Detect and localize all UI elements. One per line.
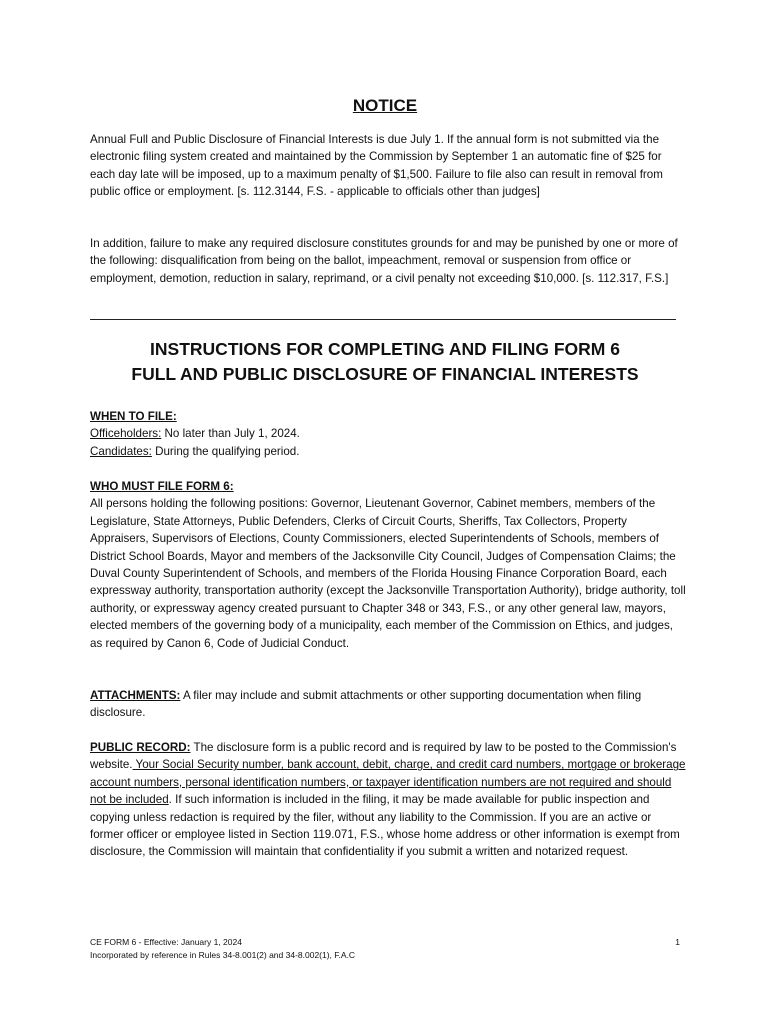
footer-form-effective: CE FORM 6 - Effective: January 1, 2024 [90, 937, 242, 947]
when-to-file-heading: WHEN TO FILE: [90, 410, 177, 423]
public-record-section [90, 739, 686, 861]
notice-title: NOTICE [352, 96, 418, 115]
who-must-file-text: All persons holding the following positions: Governor, Lieutenant Governor, Cabinet members, members of the Legislature, State Attorneys, Public Defenders, Clerks of Circuit Courts, Sheriffs, Tax Collectors, Property Appraisers, Supervisors of Elections, County Commissioners, elected Superintendents of Schools, members of District School Boards, Mayor and members of the Jacksonville City Council, Judges of Compensation Claims; the Duval County Superintendent of Schools, and members of the Florida Housing Finance Corporation Board, each expressway authority, transportation authority (except the Jacksonville Transportation Authority), bridge authority, toll authority, or expressway agency created pursuant to Chapter 348 or 343, F.S., or any other general law, mayors, elected members of the governing body of a municipality, each member of the Commission on Ethics, and judges, as required by Canon 6, Code of Judicial Conduct. [90, 497, 686, 650]
candidates-deadline: During the qualifying period. [151, 444, 300, 458]
when-to-file-section [90, 408, 686, 460]
public-record-warning: Your Social Security number, bank account, debit, charge, and credit card numbers, mortgage or brokerage account numbers, personal identification numbers, or taxpayer identification numbers are not required and should not be included [90, 758, 686, 807]
public-record-text-1: The disclosure form is a public record and is required by law to be posted to the Commission's website. [90, 741, 677, 772]
candidates-line [90, 443, 686, 460]
officeholders-line [90, 425, 686, 442]
officeholders-deadline: No later than July 1, 2024. [161, 427, 300, 441]
attachments-heading: ATTACHMENTS: [90, 689, 181, 702]
section-divider [90, 319, 676, 320]
page-footer [90, 936, 680, 962]
instructions-title-line-2: FULL AND PUBLIC DISCLOSURE OF FINANCIAL INTERESTS [131, 364, 639, 384]
candidates-label: Candidates: [90, 444, 152, 458]
who-must-file-section [90, 478, 686, 652]
public-record-text-2: . If such information is included in the filing, it may be made available for public inspection and copying unless redaction is required by the filer, without any liability to the Commission. If you are an active or former officer or employee listed in Section 119.071, F.S., whose home address or other information is exempt from disclosure, the Commission will maintain that confidentiality if you submit a written and notarized request. [90, 793, 680, 859]
officeholders-label: Officeholders: [90, 427, 162, 441]
attachments-section [90, 687, 686, 722]
instructions-title-line-1: INSTRUCTIONS FOR COMPLETING AND FILING FORM 6 [150, 339, 620, 359]
who-must-file-heading: WHO MUST FILE FORM 6: [90, 480, 234, 493]
notice-paragraph-1: Annual Full and Public Disclosure of Financial Interests is due July 1. If the annual form is not submitted via the electronic filing system created and maintained by the Commission by September 1 an automatic fine of $25 for each day late will be imposed, up to a maximum penalty of $1,500. Failure to file also can result in removal from public office or employment. [s. 112.3144, F.S. - applicable to officials other than judges] [90, 133, 663, 199]
footer-rules-reference: Incorporated by reference in Rules 34-8.001(2) and 34-8.002(1), F.A.C [90, 950, 356, 960]
notice-paragraph-2: In addition, failure to make any required disclosure constitutes grounds for and may be punished by one or more of the following: disqualification from being on the ballot, impeachment, removal or suspension from office or employment, demotion, reduction in salary, reprimand, or a civil penalty not exceeding $10,000. [s. 112.317, F.S.] [90, 237, 678, 285]
page-number: 1 [675, 937, 680, 947]
attachments-text: A filer may include and submit attachments or other supporting documentation when filing disclosure. [90, 689, 642, 720]
public-record-heading: PUBLIC RECORD: [90, 741, 191, 754]
